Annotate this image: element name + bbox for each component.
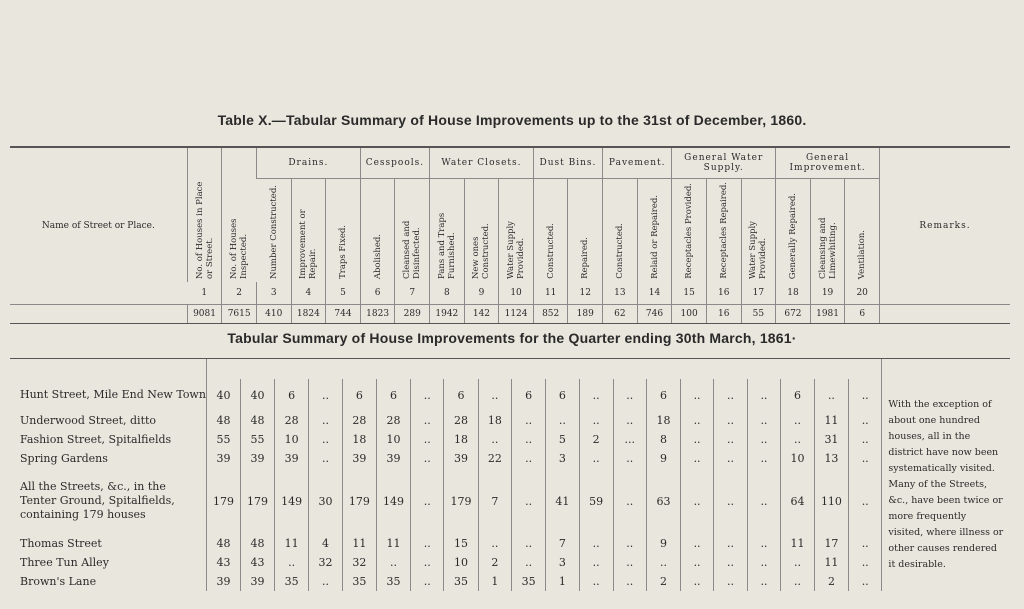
- value-cell-9: ..: [478, 379, 512, 411]
- value-cell-20: ..: [848, 379, 881, 411]
- value-cell-16: ..: [714, 468, 747, 534]
- value-cell-1: 179: [206, 468, 240, 534]
- group-general-improvement: General Improvement.: [776, 147, 880, 179]
- value-cell-5: 35: [342, 572, 376, 591]
- value-cell-7: ..: [411, 553, 444, 572]
- value-cell-8: 6: [444, 379, 478, 411]
- value-cell-20: ..: [848, 553, 881, 572]
- value-cell-6: 35: [376, 572, 410, 591]
- value-cell-7: ..: [411, 379, 444, 411]
- col-header-13: Constructed.: [603, 179, 638, 283]
- value-cell-14: 2: [647, 572, 681, 591]
- table-row: [10, 572, 1010, 591]
- value-cell-3: 10: [275, 430, 309, 449]
- value-cell-20: ..: [848, 449, 881, 468]
- value-cell-12: ..: [579, 572, 613, 591]
- value-cell-5: 179: [342, 468, 376, 534]
- value-cell-10: ..: [512, 411, 546, 430]
- quarter-table: [10, 358, 1010, 591]
- value-cell-2: 39: [241, 449, 275, 468]
- street-name: Brown's Lane: [20, 574, 97, 588]
- value-cell-2: 43: [241, 553, 275, 572]
- column-number-19: 19: [810, 282, 845, 305]
- value-cell-4: ..: [309, 430, 343, 449]
- table-x-title: Table X.—Tabular Summary of House Improvements up to the 31st of December, 1860.: [217, 112, 807, 128]
- value-cell-1: 48: [206, 411, 240, 430]
- value-cell-17: ..: [747, 430, 780, 449]
- value-cell-4: ..: [309, 572, 343, 591]
- value-cell-4: ..: [309, 449, 343, 468]
- col-header-1: No. of Houses in Place or Street.: [187, 147, 222, 282]
- column-number-18: 18: [776, 282, 811, 305]
- value-cell-18: 10: [781, 449, 815, 468]
- value-cell-6: 6: [376, 379, 410, 411]
- value-cell-17: ..: [747, 572, 780, 591]
- total-cell-16: 16: [706, 305, 741, 324]
- value-cell-19: 17: [814, 534, 848, 553]
- col-header-19: Cleansing and Limewhiting.: [810, 179, 845, 283]
- value-cell-14: 18: [647, 411, 681, 430]
- value-cell-15: ..: [680, 411, 713, 430]
- value-cell-4: 4: [309, 534, 343, 553]
- value-cell-6: 10: [376, 430, 410, 449]
- column-number-17: 17: [741, 282, 776, 305]
- summary-header-table: [10, 146, 1010, 324]
- value-cell-5: 28: [342, 411, 376, 430]
- total-cell-15: 100: [672, 305, 707, 324]
- col-header-18: Generally Repaired.: [776, 179, 811, 283]
- total-cell-8: 1942: [430, 305, 465, 324]
- value-cell-13: ..: [613, 468, 647, 534]
- value-cell-6: ..: [376, 553, 410, 572]
- value-cell-6: 149: [376, 468, 410, 534]
- name-column-header: Name of Street or Place.: [10, 147, 187, 305]
- value-cell-13: ..: [613, 553, 647, 572]
- group-drains: Drains.: [256, 147, 360, 179]
- value-cell-9: 7: [478, 468, 512, 534]
- value-cell-18: ..: [781, 572, 815, 591]
- value-cell-16: ..: [714, 553, 747, 572]
- col-header-3: Number Constructed.: [268, 185, 279, 279]
- value-cell-15: ..: [680, 534, 713, 553]
- value-cell-7: ..: [411, 449, 444, 468]
- col-header-8: Pans and Traps Furnished.: [430, 179, 465, 283]
- value-cell-17: ..: [747, 411, 780, 430]
- value-cell-3: 35: [275, 572, 309, 591]
- value-cell-20: ..: [848, 534, 881, 553]
- column-number-3: 3: [256, 282, 291, 305]
- value-cell-1: 55: [206, 430, 240, 449]
- value-cell-3: 149: [275, 468, 309, 534]
- value-cell-12: ..: [579, 553, 613, 572]
- value-cell-19: ..: [814, 379, 848, 411]
- value-cell-4: ..: [309, 379, 343, 411]
- total-cell-10: 1124: [499, 305, 534, 324]
- value-cell-12: 59: [579, 468, 613, 534]
- value-cell-16: ..: [714, 449, 747, 468]
- value-cell-11: ..: [546, 411, 580, 430]
- street-name: Three Tun Alley: [20, 555, 109, 569]
- value-cell-19: 110: [814, 468, 848, 534]
- value-cell-11: 5: [546, 430, 580, 449]
- value-cell-10: 35: [512, 572, 546, 591]
- value-cell-13: ..: [613, 449, 647, 468]
- column-number-7: 7: [395, 282, 430, 305]
- value-cell-14: ..: [647, 553, 681, 572]
- col-header-14: Relaid or Repaired.: [637, 179, 672, 283]
- value-cell-2: 48: [241, 411, 275, 430]
- value-cell-8: 10: [444, 553, 478, 572]
- value-cell-6: 39: [376, 449, 410, 468]
- value-cell-9: 22: [478, 449, 512, 468]
- value-cell-19: 2: [814, 572, 848, 591]
- column-number-10: 10: [499, 282, 534, 305]
- value-cell-18: ..: [781, 553, 815, 572]
- table-row: [10, 379, 1010, 411]
- totals-row: [10, 305, 1010, 324]
- value-cell-8: 35: [444, 572, 478, 591]
- value-cell-16: ..: [714, 430, 747, 449]
- column-number-20: 20: [845, 282, 880, 305]
- value-cell-17: ..: [747, 534, 780, 553]
- value-cell-14: 9: [647, 449, 681, 468]
- table-row: [10, 430, 1010, 449]
- value-cell-18: 6: [781, 379, 815, 411]
- value-cell-11: 6: [546, 379, 580, 411]
- total-cell-3: 410: [256, 305, 291, 324]
- value-cell-14: 8: [647, 430, 681, 449]
- total-cell-2: 7615: [222, 305, 257, 324]
- value-cell-16: ..: [714, 379, 747, 411]
- total-cell-18: 672: [776, 305, 811, 324]
- col-header-11: Constructed.: [533, 179, 568, 283]
- column-number-5: 5: [326, 282, 361, 305]
- value-cell-5: 11: [342, 534, 376, 553]
- value-cell-1: 43: [206, 553, 240, 572]
- column-number-2: 2: [222, 282, 257, 305]
- value-cell-15: ..: [680, 449, 713, 468]
- value-cell-1: 40: [206, 379, 240, 411]
- value-cell-2: 179: [241, 468, 275, 534]
- table-row: [10, 468, 1010, 534]
- value-cell-3: ..: [275, 553, 309, 572]
- column-number-11: 11: [533, 282, 568, 305]
- total-cell-13: 62: [603, 305, 638, 324]
- value-cell-18: 11: [781, 534, 815, 553]
- value-cell-6: 28: [376, 411, 410, 430]
- value-cell-12: ..: [579, 411, 613, 430]
- value-cell-5: 6: [342, 379, 376, 411]
- value-cell-5: 32: [342, 553, 376, 572]
- value-cell-10: 6: [512, 379, 546, 411]
- value-cell-15: ..: [680, 430, 713, 449]
- street-name: Spring Gardens: [20, 451, 108, 465]
- column-number-13: 13: [603, 282, 638, 305]
- col-header-17: Water Supply Provided.: [741, 179, 776, 283]
- value-cell-9: 1: [478, 572, 512, 591]
- column-number-1: 1: [201, 288, 208, 298]
- value-cell-17: ..: [747, 468, 780, 534]
- value-cell-10: ..: [512, 468, 546, 534]
- value-cell-7: ..: [411, 534, 444, 553]
- value-cell-8: 28: [444, 411, 478, 430]
- value-cell-18: ..: [781, 430, 815, 449]
- value-cell-8: 179: [444, 468, 478, 534]
- value-cell-11: 7: [546, 534, 580, 553]
- value-cell-19: 13: [814, 449, 848, 468]
- total-cell-1: 9081: [187, 305, 222, 324]
- value-cell-3: 11: [275, 534, 309, 553]
- column-number-9: 9: [464, 282, 499, 305]
- value-cell-12: 2: [579, 430, 613, 449]
- value-cell-3: 39: [275, 449, 309, 468]
- value-cell-9: ..: [478, 534, 512, 553]
- value-cell-19: 11: [814, 411, 848, 430]
- value-cell-13: ..: [613, 534, 647, 553]
- total-cell-5: 744: [326, 305, 361, 324]
- total-cell-14: 746: [637, 305, 672, 324]
- value-cell-8: 39: [444, 449, 478, 468]
- value-cell-6: 11: [376, 534, 410, 553]
- col-header-15: Receptacles Provided.: [672, 179, 707, 283]
- total-cell-11: 852: [533, 305, 568, 324]
- value-cell-2: 39: [241, 572, 275, 591]
- value-cell-11: 3: [546, 449, 580, 468]
- value-cell-2: 48: [241, 534, 275, 553]
- remarks-text: With the exception of about one hundred houses, all in the district have now been systematically visited. Many of the Streets, &c., have been twice or more frequently visited, where illness or other causes rendered it desirable.: [882, 379, 1010, 591]
- value-cell-19: 31: [814, 430, 848, 449]
- column-number-6: 6: [360, 282, 395, 305]
- value-cell-11: 41: [546, 468, 580, 534]
- group-water-closets: Water Closets.: [430, 147, 534, 179]
- col-header-9: New ones Constructed.: [464, 179, 499, 283]
- value-cell-20: ..: [848, 468, 881, 534]
- value-cell-12: ..: [579, 449, 613, 468]
- value-cell-10: ..: [512, 449, 546, 468]
- value-cell-15: ..: [680, 553, 713, 572]
- value-cell-18: ..: [781, 411, 815, 430]
- total-cell-20: 6: [845, 305, 880, 324]
- value-cell-17: ..: [747, 553, 780, 572]
- value-cell-8: 15: [444, 534, 478, 553]
- value-cell-10: ..: [512, 534, 546, 553]
- value-cell-9: ..: [478, 430, 512, 449]
- value-cell-4: 32: [309, 553, 343, 572]
- value-cell-18: 64: [781, 468, 815, 534]
- col-header-4: Improvement or Repair.: [291, 179, 326, 283]
- value-cell-13: ..: [613, 379, 647, 411]
- value-cell-2: 40: [241, 379, 275, 411]
- value-cell-8: 18: [444, 430, 478, 449]
- value-cell-14: 9: [647, 534, 681, 553]
- column-number-15: 15: [672, 282, 707, 305]
- value-cell-19: 11: [814, 553, 848, 572]
- value-cell-9: 2: [478, 553, 512, 572]
- value-cell-1: 39: [206, 572, 240, 591]
- value-cell-15: ..: [680, 572, 713, 591]
- group-pavement: Pavement.: [603, 147, 672, 179]
- table-row: [10, 411, 1010, 430]
- value-cell-1: 39: [206, 449, 240, 468]
- value-cell-14: 6: [647, 379, 681, 411]
- value-cell-17: ..: [747, 449, 780, 468]
- table-row: [10, 449, 1010, 468]
- col-header-16: Receptacles Repaired.: [706, 179, 741, 283]
- value-cell-13: ..: [613, 572, 647, 591]
- group-dust-bins: Dust Bins.: [533, 147, 602, 179]
- street-name: Underwood Street, ditto: [20, 413, 157, 427]
- value-cell-3: 6: [275, 379, 309, 411]
- total-cell-6: 1823: [360, 305, 395, 324]
- value-cell-4: 30: [309, 468, 343, 534]
- value-cell-15: ..: [680, 468, 713, 534]
- table-row: [10, 553, 1010, 572]
- value-cell-7: ..: [411, 572, 444, 591]
- col-header-12: Repaired.: [568, 179, 603, 283]
- value-cell-13: ...: [613, 430, 647, 449]
- col-header-6: Abolished.: [360, 179, 395, 283]
- col-header-10: Water Supply Provided.: [499, 179, 534, 283]
- value-cell-1: 48: [206, 534, 240, 553]
- value-cell-10: ..: [512, 430, 546, 449]
- value-cell-12: ..: [579, 534, 613, 553]
- group-general-water-supply: General Water Supply.: [672, 147, 776, 179]
- street-name: Thomas Street: [20, 536, 102, 550]
- value-cell-16: ..: [714, 534, 747, 553]
- value-cell-7: ..: [411, 411, 444, 430]
- value-cell-4: ..: [309, 411, 343, 430]
- column-number-12: 12: [568, 282, 603, 305]
- value-cell-5: 39: [342, 449, 376, 468]
- value-cell-12: ..: [579, 379, 613, 411]
- quarter-title: Tabular Summary of House Improvements for the Quarter ending 30th March, 1861·: [227, 330, 797, 346]
- remarks-column-header: Remarks.: [879, 147, 1010, 305]
- total-cell-9: 142: [464, 305, 499, 324]
- column-number-16: 16: [706, 282, 741, 305]
- street-name: Hunt Street, Mile End New Town: [20, 388, 206, 401]
- group-cesspools: Cesspools.: [360, 147, 429, 179]
- total-cell-4: 1824: [291, 305, 326, 324]
- value-cell-9: 18: [478, 411, 512, 430]
- value-cell-16: ..: [714, 572, 747, 591]
- value-cell-20: ..: [848, 430, 881, 449]
- value-cell-14: 63: [647, 468, 681, 534]
- value-cell-20: ..: [848, 411, 881, 430]
- column-number-8: 8: [430, 282, 465, 305]
- value-cell-7: ..: [411, 468, 444, 534]
- value-cell-20: ..: [848, 572, 881, 591]
- col-header-20: Ventilation.: [845, 179, 880, 283]
- total-cell-17: 55: [741, 305, 776, 324]
- col-header-5: Traps Fixed.: [326, 179, 361, 283]
- value-cell-10: ..: [512, 553, 546, 572]
- value-cell-17: ..: [747, 379, 780, 411]
- total-cell-12: 189: [568, 305, 603, 324]
- column-number-14: 14: [637, 282, 672, 305]
- col-header-2: No. of Houses Inspected.: [222, 147, 257, 282]
- value-cell-11: 3: [546, 553, 580, 572]
- table-row: [10, 534, 1010, 553]
- street-name: All the Streets, &c., in the Tenter Ground, Spitalfields, containing 179 houses: [20, 480, 175, 521]
- value-cell-11: 1: [546, 572, 580, 591]
- value-cell-7: ..: [411, 430, 444, 449]
- value-cell-13: ..: [613, 411, 647, 430]
- total-cell-7: 289: [395, 305, 430, 324]
- street-name: Fashion Street, Spitalfields: [20, 432, 172, 446]
- value-cell-16: ..: [714, 411, 747, 430]
- column-number-4: 4: [291, 282, 326, 305]
- value-cell-2: 55: [241, 430, 275, 449]
- total-cell-19: 1981: [810, 305, 845, 324]
- value-cell-15: ..: [680, 379, 713, 411]
- value-cell-5: 18: [342, 430, 376, 449]
- col-header-7: Cleansed and Disinfected.: [395, 179, 430, 283]
- value-cell-3: 28: [275, 411, 309, 430]
